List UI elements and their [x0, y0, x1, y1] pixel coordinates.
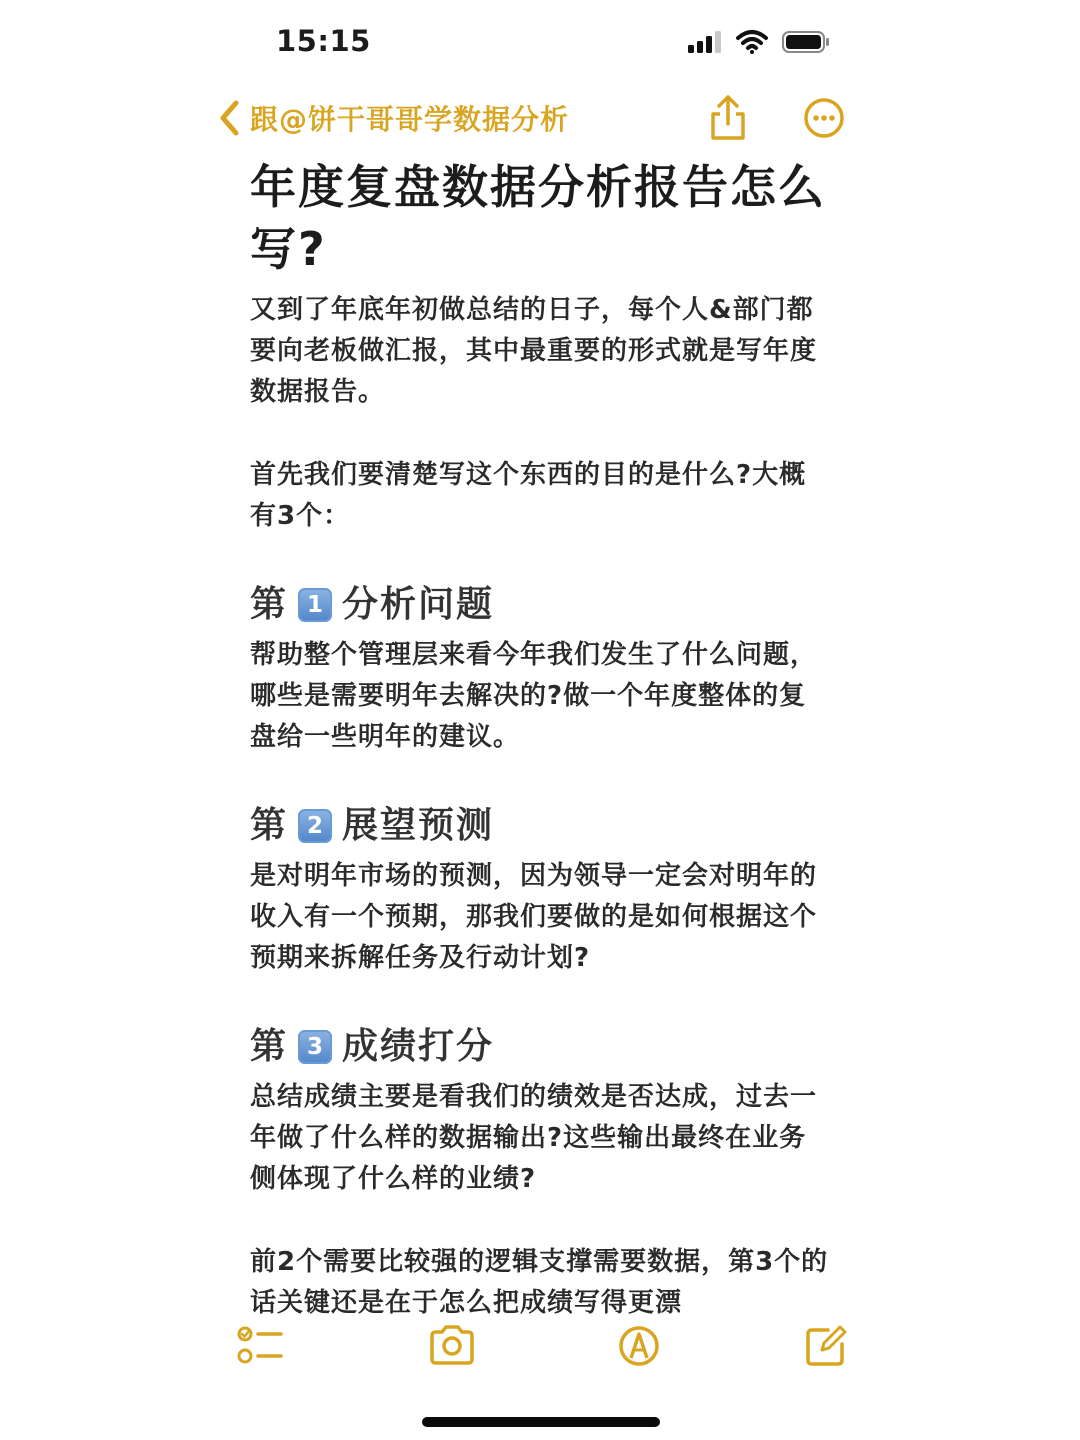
share-button[interactable] [706, 94, 750, 146]
status-time: 15:15 [276, 24, 371, 58]
checklist-button[interactable] [236, 1324, 284, 1372]
section-heading [250, 1021, 830, 1073]
battery-icon [782, 30, 830, 54]
keycap-number-icon: 2 [298, 809, 332, 843]
share-icon [706, 94, 750, 142]
compose-button[interactable] [804, 1324, 848, 1372]
note-intro: 又到了年底年初做总结的日子，每个人&部门都要向老板做汇报，其中最重要的形式就是写年度数据报告。 [250, 295, 818, 407]
section-title: 展望预测 [342, 805, 495, 846]
wifi-icon [736, 30, 768, 54]
home-indicator[interactable] [422, 1417, 660, 1427]
camera-icon [428, 1324, 476, 1366]
navigation-bar [0, 88, 1080, 148]
section-body: 帮助整个管理层来看今年我们发生了什么问题，哪些是需要明年去解决的?做一个年度整体的复盘给一些明年的建议。 [250, 640, 818, 752]
note-title: 年度复盘数据分析报告怎么写? [250, 160, 826, 276]
status-bar [0, 0, 1080, 90]
note-body[interactable] [250, 156, 830, 1318]
back-button[interactable] [218, 98, 569, 138]
keycap-number-icon: 3 [298, 1030, 332, 1064]
markup-icon [617, 1324, 661, 1368]
checklist-icon [236, 1324, 284, 1368]
bottom-toolbar [0, 1310, 1080, 1390]
section-title: 分析问题 [342, 584, 495, 625]
cellular-signal-icon [688, 31, 722, 53]
camera-button[interactable] [428, 1324, 476, 1370]
markup-button[interactable] [617, 1324, 661, 1372]
section-prefix: 第 [250, 805, 289, 846]
section-body: 总结成绩主要是看我们的绩效是否达成，过去一年做了什么样的数据输出?这些输出最终在业务侧体现了什么样的业绩? [250, 1082, 818, 1194]
section-1 [250, 579, 830, 758]
status-icons [688, 30, 830, 54]
section-heading [250, 579, 830, 631]
keycap-number-icon: 1 [298, 588, 332, 622]
section-2 [250, 800, 830, 979]
section-title: 成绩打分 [342, 1026, 495, 1067]
note-question: 首先我们要清楚写这个东西的目的是什么?大概有3个： [250, 460, 807, 531]
more-icon [802, 96, 846, 140]
section-3 [250, 1021, 830, 1200]
note-closing: 前2个需要比较强的逻辑支撑需要数据，第3个的话关键还是在于怎么把成绩写得更漂 [250, 1247, 829, 1318]
section-prefix: 第 [250, 1026, 289, 1067]
compose-icon [804, 1324, 848, 1368]
section-body: 是对明年市场的预测，因为领导一定会对明年的收入有一个预期，那我们要做的是如何根据这个预期来拆解任务及行动计划? [250, 861, 818, 973]
back-button-label: 跟@饼干哥哥学数据分析 [250, 103, 570, 136]
section-prefix: 第 [250, 584, 289, 625]
section-heading [250, 800, 830, 852]
more-button[interactable] [802, 96, 846, 144]
chevron-left-icon [218, 100, 242, 136]
